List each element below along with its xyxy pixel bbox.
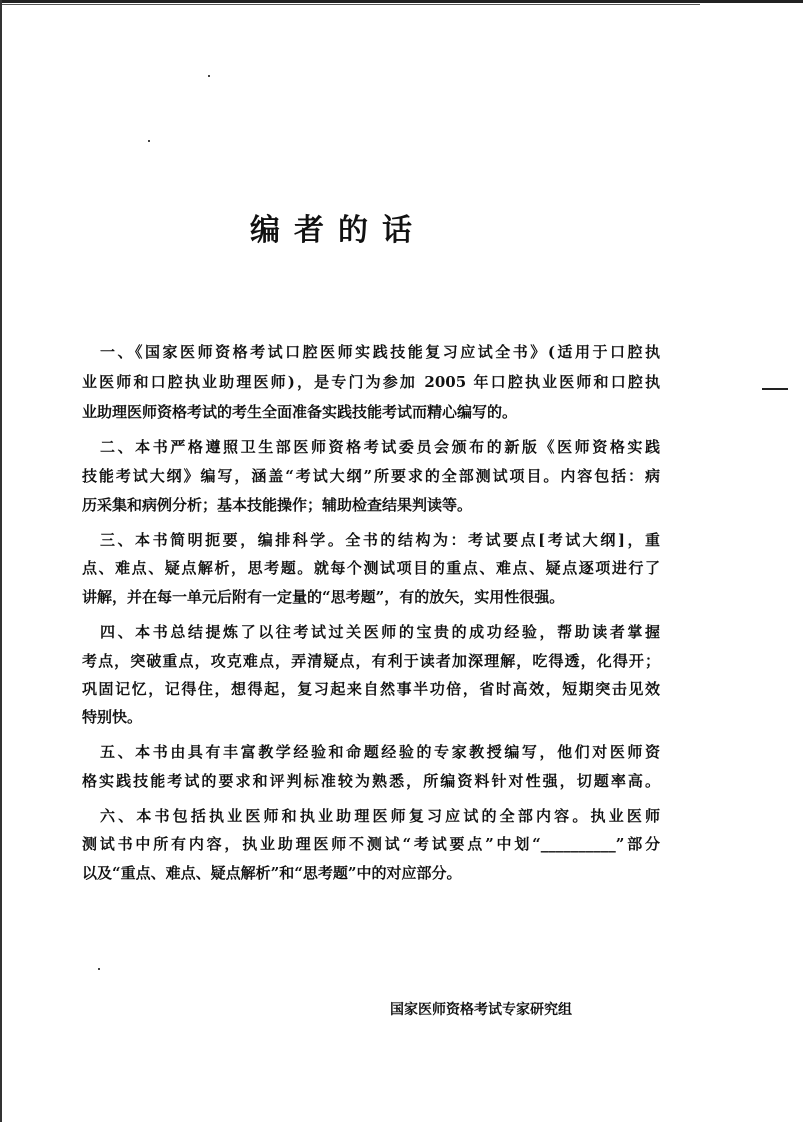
signature: 国家医师资格考试专家研究组 xyxy=(390,1002,572,1018)
scan-border-left xyxy=(0,0,2,1122)
text-line: 测试书中所有内容，执业助理医师不测试“考试要点”中划“__________”部分 xyxy=(82,835,660,853)
text-line: 六、本书包括执业医师和执业助理医师复习应试的全部内容。执业医师 xyxy=(100,807,660,825)
scan-speck xyxy=(148,140,150,142)
scan-border-top-inner xyxy=(0,4,700,5)
text-line: 一、《国家医师资格考试口腔医师实践技能复习应试全书》(适用于口腔执 xyxy=(100,343,660,361)
text-line: 五、本书由具有丰富教学经验和命题经验的专家教授编写，他们对医师资 xyxy=(100,743,660,761)
text-line: 二、本书严格遵照卫生部医师资格考试委员会颁布的新版《医师资格实践 xyxy=(100,438,660,456)
text-line: 业助理医师资格考试的考生全面准备实践技能考试而精心编写的。 xyxy=(82,403,518,421)
text-line: 四、本书总结提炼了以往考试过关医师的宝贵的成功经验，帮助读者掌握 xyxy=(100,623,660,641)
text-line: 讲解，并在每一单元后附有一定量的“思考题”，有的放矢，实用性很强。 xyxy=(82,588,565,606)
text-line: 技能考试大纲》编写，涵盖“考试大纲”所要求的全部测试项目。内容包括：病 xyxy=(82,467,660,485)
scan-speck xyxy=(98,968,100,970)
text-line: 点、难点、疑点解析，思考题。就每个测试项目的重点、难点、疑点逐项进行了 xyxy=(82,559,660,577)
text-line: 格实践技能考试的要求和评判标准较为熟悉，所编资料针对性强，切题率高。 xyxy=(82,772,660,790)
scan-mark xyxy=(762,388,788,390)
text-line: 业医师和口腔执业助理医师)，是专门为参加 2005 年口腔执业医师和口腔执 xyxy=(82,373,660,391)
scan-speck xyxy=(208,75,210,77)
text-line: 以及“重点、难点、疑点解析”和“思考题”中的对应部分。 xyxy=(82,864,462,882)
text-line: 三、本书简明扼要，编排科学。全书的结构为：考试要点[考试大纲]，重 xyxy=(100,531,660,549)
scan-border-top xyxy=(0,0,803,3)
text-line: 历采集和病例分析；基本技能操作；辅助检查结果判读等。 xyxy=(82,496,473,514)
text-line: 考点，突破重点，攻克难点，弄清疑点，有利于读者加深理解，吃得透，化得开； xyxy=(82,652,660,670)
text-line: 特别快。 xyxy=(82,708,143,726)
page-title: 编者的话 xyxy=(250,213,426,248)
text-line: 巩固记忆，记得住，想得起，复习起来自然事半功倍，省时高效，短期突击见效 xyxy=(82,680,660,698)
